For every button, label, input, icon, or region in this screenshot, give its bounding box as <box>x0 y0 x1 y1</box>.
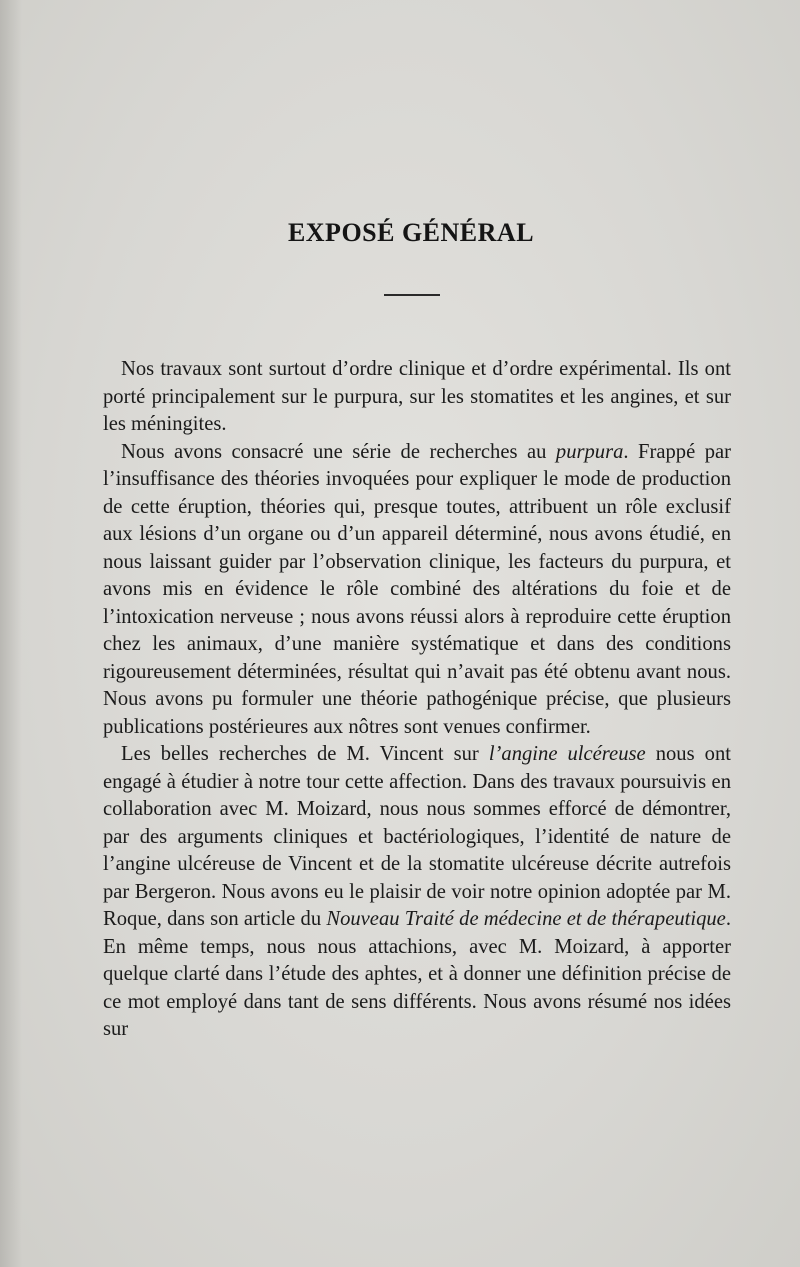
paragraph-2-text-b: . Frappé par l’insuffisance des théories invoquées pour expliquer le mode de production de cette éruption, théories qui, presque toutes, attribuent un rôle exclusif aux lésions d’un organe ou d’un appareil déterminé, nous avons étudié, en nous laissant guider par l’observation clinique, les facteurs du purpura, et avons mis en évidence le rôle combiné des altérations du foie et de l’intoxication nerveuse ; nous avons réussi alors à reproduire cette éruption chez les animaux, d’une manière systématique et dans des conditions rigoureusement déterminées, résultat qui n’avait pas été obtenu avant nous. Nous avons pu formuler une théorie pathogénique précise, que plusieurs publications postérieures aux nôtres sont venues confirmer. <box>103 440 731 738</box>
paragraph-3 <box>103 741 731 1044</box>
body-text <box>103 356 731 1044</box>
page-title: EXPOSÉ GÉNÉRAL <box>287 218 535 247</box>
paragraph-3-text-c: . En même temps, nous nous attachions, avec M. Moizard, à apporter quelque clarté dans l’étude des aphtes, et à donner une définition précise de ce mot employé dans tant de sens différents. Nous avons résumé nos idées sur <box>103 908 731 1040</box>
paragraph-3-text-a: Les belles recherches de M. Vincent sur <box>121 743 489 765</box>
paragraph-2-italic-purpura: purpura <box>555 440 624 463</box>
title-rule <box>384 294 440 296</box>
paragraph-3-italic-traite: Nouveau Traité de médecine et de thérapeutique <box>326 908 726 930</box>
paragraph-2 <box>103 439 731 742</box>
paragraph-1-text: Nos travaux sont surtout d’ordre clinique et d’ordre expérimental. Ils ont porté principalement sur le purpura, sur les stomatites et les angines, et sur les méningites. <box>103 358 731 435</box>
paragraph-3-text-b: nous ont engagé à étudier à notre tour cette affection. Dans des travaux poursuivis en collaboration avec M. Moizard, nous nous sommes efforcé de démontrer, par des arguments cliniques et bactériologiques, l’identité de nature de l’angine ulcéreuse de Vincent et de la stomatite ulcéreuse décrite autrefois par Bergeron. Nous avons eu le plaisir de voir notre opinion adoptée par M. Roque, dans son article du <box>103 743 731 930</box>
page-edge-shadow <box>0 0 22 1267</box>
paragraph-1 <box>103 356 731 439</box>
paragraph-2-text-a: Nous avons consacré une série de recherches au <box>121 440 556 463</box>
paragraph-3-italic-angine: l’angine ulcéreuse <box>488 743 646 765</box>
